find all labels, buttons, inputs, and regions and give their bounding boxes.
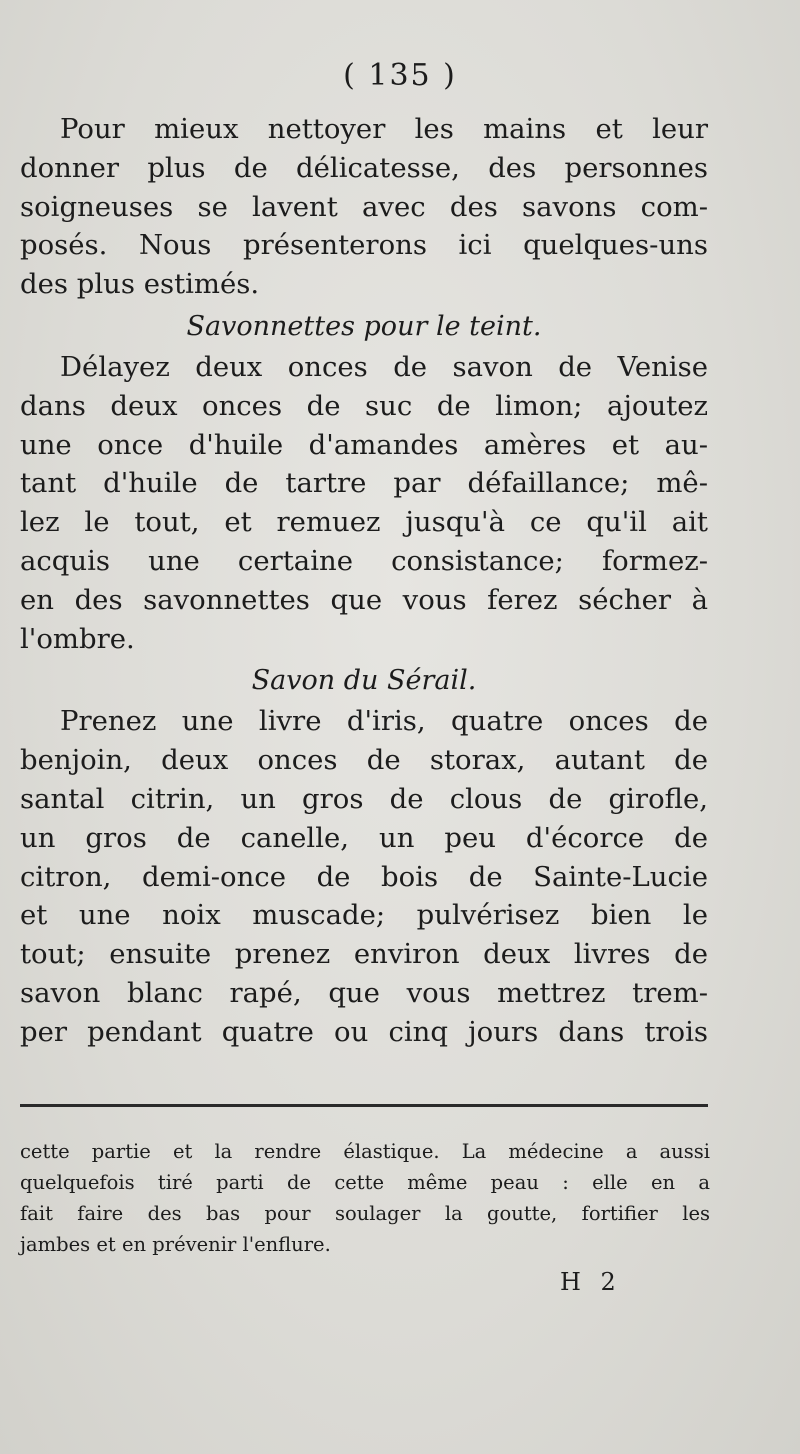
text-line: tant d'huile de tartre par défaillance; mê- <box>20 467 708 500</box>
signature-mark: H 2 <box>560 1268 622 1296</box>
footnote-line: cette partie et la rendre élastique. La médecine a aussi <box>20 1140 710 1163</box>
text-line: et une noix muscade; pulvérisez bien le <box>20 899 708 932</box>
section-title-savonnettes: Savonnettes pour le teint. <box>186 310 542 342</box>
text-line: acquis une certaine consistance; formez- <box>20 544 708 577</box>
footnote-line: fait faire des bas pour soulager la goutte, fortifier les <box>20 1202 710 1225</box>
text-line: donner plus de délicatesse, des personnes <box>20 151 708 184</box>
section-title-savon-serail: Savon du Sérail. <box>251 665 477 697</box>
text-line: savon blanc rapé, que vous mettrez trem- <box>20 976 708 1009</box>
text-line: Délayez deux onces de savon de Venise <box>60 350 708 383</box>
footnote <box>20 1136 710 1260</box>
main-text <box>20 110 708 1052</box>
text-line: posés. Nous présenterons ici quelques-uns <box>20 229 708 262</box>
text-line: citron, demi-once de bois de Sainte-Lucie <box>20 860 708 893</box>
text-line: une once d'huile d'amandes amères et au- <box>20 428 708 461</box>
text-line: benjoin, deux onces de storax, autant de <box>20 744 708 777</box>
footnote-divider <box>20 1104 708 1107</box>
text-line: Prenez une livre d'iris, quatre onces de <box>60 705 708 738</box>
text-line: soigneuses se lavent avec des savons com- <box>20 190 708 223</box>
text-line: Pour mieux nettoyer les mains et leur <box>60 113 708 145</box>
page-number: ( 135 ) <box>343 58 457 93</box>
text-line: en des savonnettes que vous ferez sécher à <box>20 583 708 616</box>
text-line: santal citrin, un gros de clous de girofle, <box>20 782 708 815</box>
text-line: des plus estimés. <box>20 268 260 301</box>
text-line: lez le tout, et remuez jusqu'à ce qu'il ait <box>20 506 708 539</box>
intro-paragraph <box>20 110 708 304</box>
savonnettes-paragraph <box>20 348 708 658</box>
text-line: un gros de canelle, un peu d'écorce de <box>20 821 708 854</box>
footnote-line: jambes et en prévenir l'enflure. <box>20 1233 331 1256</box>
footnote-line: quelquefois tiré parti de cette même peau : elle en a <box>20 1171 710 1194</box>
text-line: l'ombre. <box>20 622 135 655</box>
text-line: tout; ensuite prenez environ deux livres de <box>20 938 708 971</box>
text-line: dans deux onces de suc de limon; ajoutez <box>20 389 708 422</box>
savon-serail-paragraph <box>20 702 708 1051</box>
text-line: per pendant quatre ou cinq jours dans trois <box>20 1015 708 1048</box>
